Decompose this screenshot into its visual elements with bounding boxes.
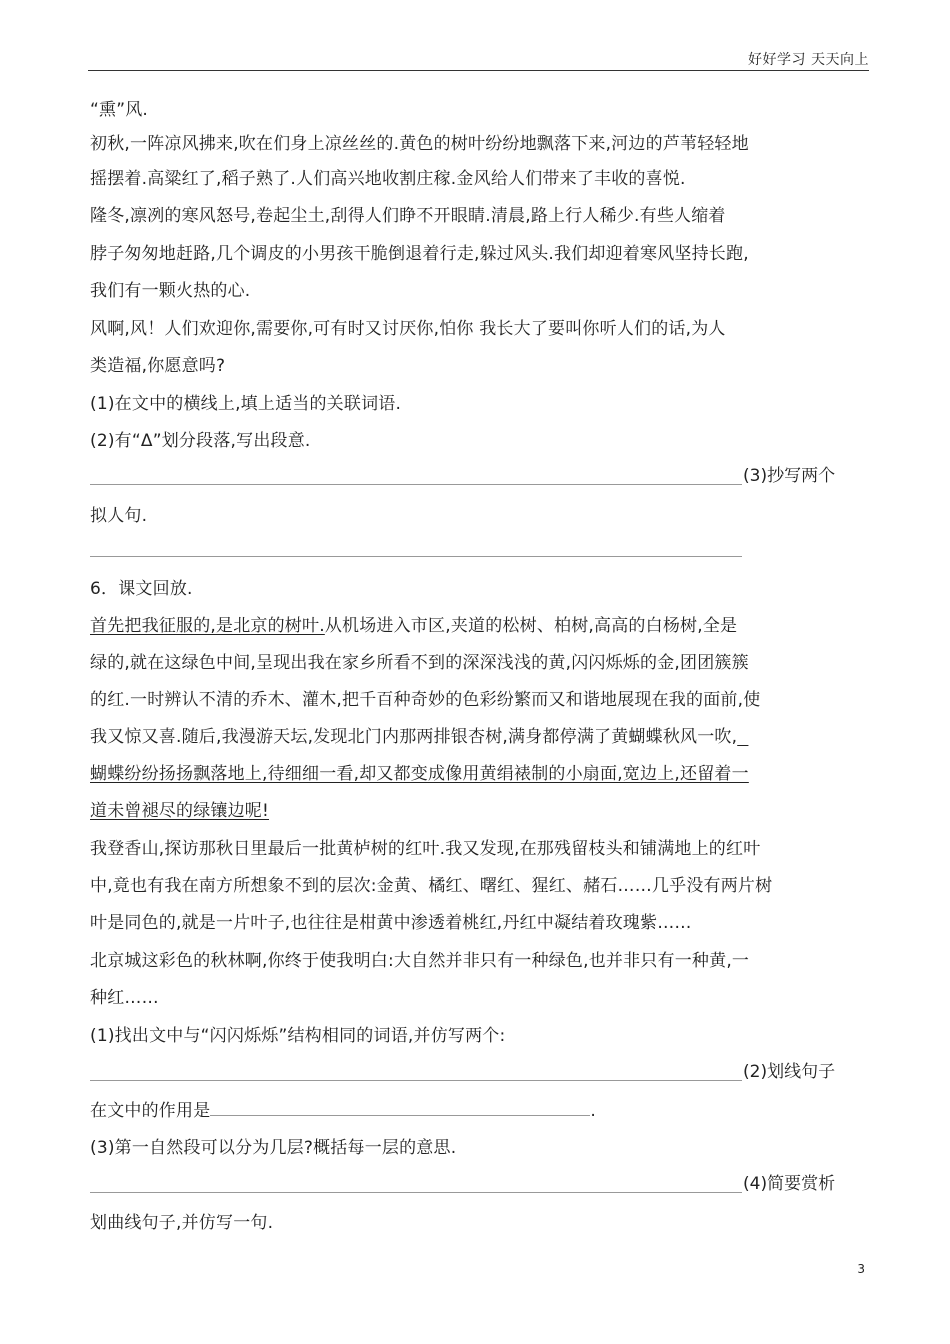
- question-3-start: (3)抄写两个: [743, 466, 836, 486]
- text-line: 叶是同色的,就是一片叶子,也往往是柑黄中渗透着桃红,丹红中凝结着玫瑰紫……: [90, 913, 692, 933]
- text-line: 摇摆着.高粱红了,稻子熟了.人们高兴地收割庄稼.金风给人们带来了丰收的喜悦.: [90, 169, 686, 189]
- answer-blank[interactable]: [90, 1080, 742, 1081]
- text-line: 的红.一时辨认不清的乔木、灌木,把千百种奇妙的色彩纷繁而又和谐地展现在我的面前,使: [90, 690, 761, 710]
- answer-blank[interactable]: [90, 1192, 742, 1193]
- question-4-end: 划曲线句子,并仿写一句.: [90, 1213, 274, 1233]
- text-line: 风啊,风！人们欢迎你,需要你,可有时又讨厌你,怕你 我长大了要叫你听人们的话,为人: [90, 319, 726, 339]
- page-number: 3: [857, 1262, 865, 1276]
- text-line: 中,竟也有我在南方所想象不到的层次:金黄、橘红、曙红、猩红、赭石……几乎没有两片树: [90, 876, 773, 896]
- text-line: [90, 615, 737, 637]
- text-span: 我又惊又喜.随后,我漫游天坛,发现北门内那两排银杏树,满身都停满了黄蝴蝶秋风一吹,: [90, 727, 738, 747]
- header-motto: 好好学习 天天向上: [748, 52, 869, 68]
- header-rule: [88, 70, 869, 71]
- text-line: “熏”风.: [90, 100, 149, 120]
- text-line: 脖子匆匆地赶路,几个调皮的小男孩干脆倒退着行走,躲过风头.我们却迎着寒风坚持长跑,: [90, 244, 749, 264]
- question-2-start: (2)划线句子: [743, 1062, 836, 1082]
- text-span: .: [590, 1101, 597, 1121]
- answer-blank[interactable]: [90, 556, 742, 557]
- question-1: (1)找出文中与“闪闪烁烁”结构相同的词语,并仿写两个:: [90, 1026, 506, 1046]
- answer-blank[interactable]: [210, 1099, 590, 1116]
- text-line: 初秋,一阵凉风拂来,吹在们身上凉丝丝的.黄色的树叶纷纷地飘落下来,河边的芦苇轻轻地: [90, 134, 749, 154]
- text-line: 北京城这彩色的秋林啊,你终于使我明白:大自然并非只有一种绿色,也并非只有一种黄,一: [90, 951, 750, 971]
- text-line: 隆冬,凛冽的寒风怒号,卷起尘土,刮得人们睁不开眼睛.清晨,路上行人稀少.有些人缩着: [90, 206, 726, 226]
- underline-stub: [737, 727, 748, 747]
- section-title: 6．课文回放.: [90, 579, 193, 599]
- text-line: 绿的,就在这绿色中间,呈现出我在家乡所看不到的深深浅浅的黄,闪闪烁烁的金,团团簇簇: [90, 653, 749, 673]
- question-1: (1)在文中的横线上,填上适当的关联词语.: [90, 394, 402, 414]
- underlined-line: 道未曾褪尽的绿镶边呢!: [90, 801, 270, 821]
- text-span: 从机场进入市区,夹道的松树、柏树,高高的白杨树,全是: [324, 616, 738, 636]
- question-2-end: [90, 1099, 596, 1122]
- question-3: (3)第一自然段可以分为几层?概括每一层的意思.: [90, 1138, 457, 1158]
- underlined-line: 蝴蝶纷纷扬扬飘落地上,待细细一看,却又都变成像用黄绢裱制的小扇面,宽边上,还留着一: [90, 764, 749, 784]
- question-4-start: (4)简要赏析: [743, 1174, 836, 1194]
- text-line: [90, 726, 748, 748]
- text-line: 类造福,你愿意吗?: [90, 356, 226, 376]
- text-span: 在文中的作用是: [90, 1101, 211, 1121]
- question-3-end: 拟人句.: [90, 506, 148, 526]
- text-line: 我登香山,探访那秋日里最后一批黄栌树的红叶.我又发现,在那残留枝头和铺满地上的红叶: [90, 839, 761, 859]
- text-line: 种红……: [90, 988, 159, 1008]
- question-2: (2)有“Δ”划分段落,写出段意.: [90, 431, 311, 451]
- answer-blank[interactable]: [90, 484, 742, 485]
- text-line: 我们有一颗火热的心.: [90, 281, 251, 301]
- underlined-sentence: 首先把我征服的,是北京的树叶.: [90, 616, 325, 636]
